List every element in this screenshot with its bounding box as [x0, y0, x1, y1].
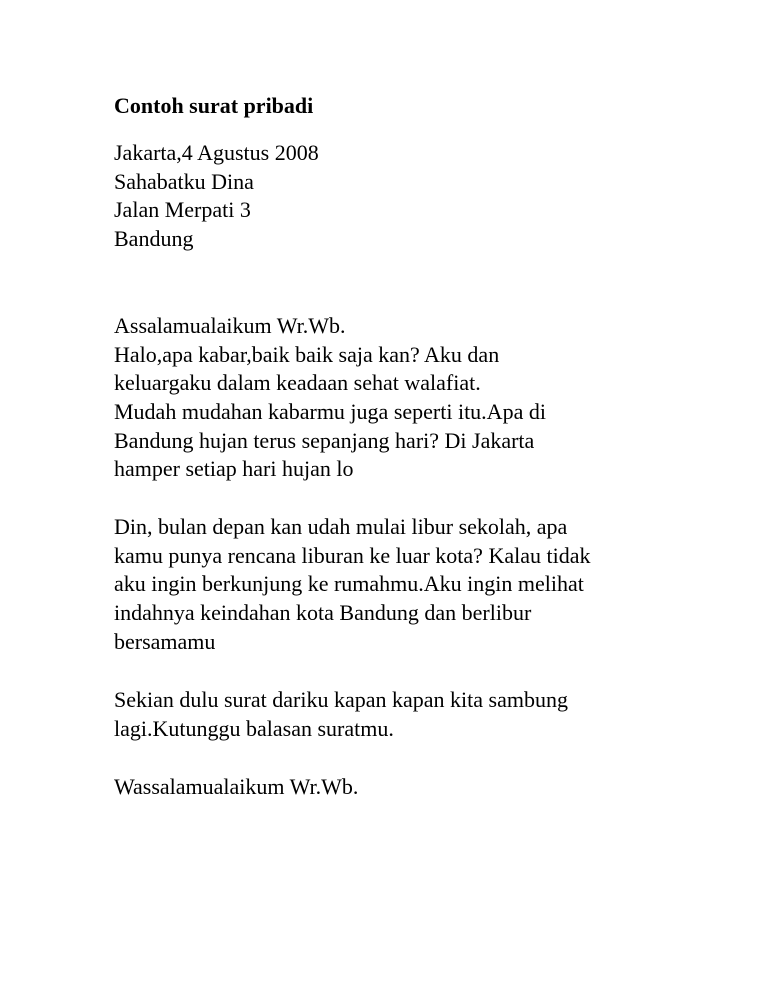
paragraph2-line: bersamamu [114, 628, 216, 654]
letter-opening [114, 312, 734, 484]
paragraph1-line: Halo,apa kabar,baik baik saja kan? Aku dan [114, 341, 500, 367]
letter-header [114, 139, 734, 254]
paragraph3-line: Sekian dulu surat dariku kapan kapan kita sambung [114, 687, 568, 712]
paragraph1-line: Mudah mudahan kabarmu juga seperti itu.Apa di [114, 399, 546, 425]
recipient-name: Sahabatku Dina [114, 168, 254, 194]
date-line: Jakarta,4 Agustus 2008 [114, 140, 319, 165]
document-title: Contoh surat pribadi [114, 93, 314, 118]
paragraph-3 [114, 686, 734, 743]
paragraph2-line: kamu punya rencana liburan ke luar kota? Kalau tidak [114, 542, 591, 568]
opening-salutation: Assalamualaikum Wr.Wb. [114, 313, 346, 338]
paragraph2-line: indahnya keindahan kota Bandung dan berlibur [114, 600, 532, 626]
closing-salutation: Wassalamualaikum Wr.Wb. [114, 774, 359, 799]
paragraph1-line: Bandung hujan terus sepanjang hari? Di Jakarta [114, 427, 535, 453]
recipient-street: Jalan Merpati 3 [114, 197, 251, 223]
paragraph1-line: hamper setiap hari hujan lo [114, 456, 354, 482]
paragraph2-line: aku ingin berkunjung ke rumahmu.Aku ingin melihat [114, 571, 584, 597]
paragraph1-line: keluargaku dalam keadaan sehat walafiat. [114, 370, 481, 396]
letter-closing [114, 773, 734, 802]
paragraph2-line: Din, bulan depan kan udah mulai libur sekolah, apa [114, 514, 568, 539]
paragraph3-line: lagi.Kutunggu balasan suratmu. [114, 715, 394, 741]
recipient-city: Bandung [114, 226, 194, 252]
paragraph-2 [114, 513, 734, 656]
